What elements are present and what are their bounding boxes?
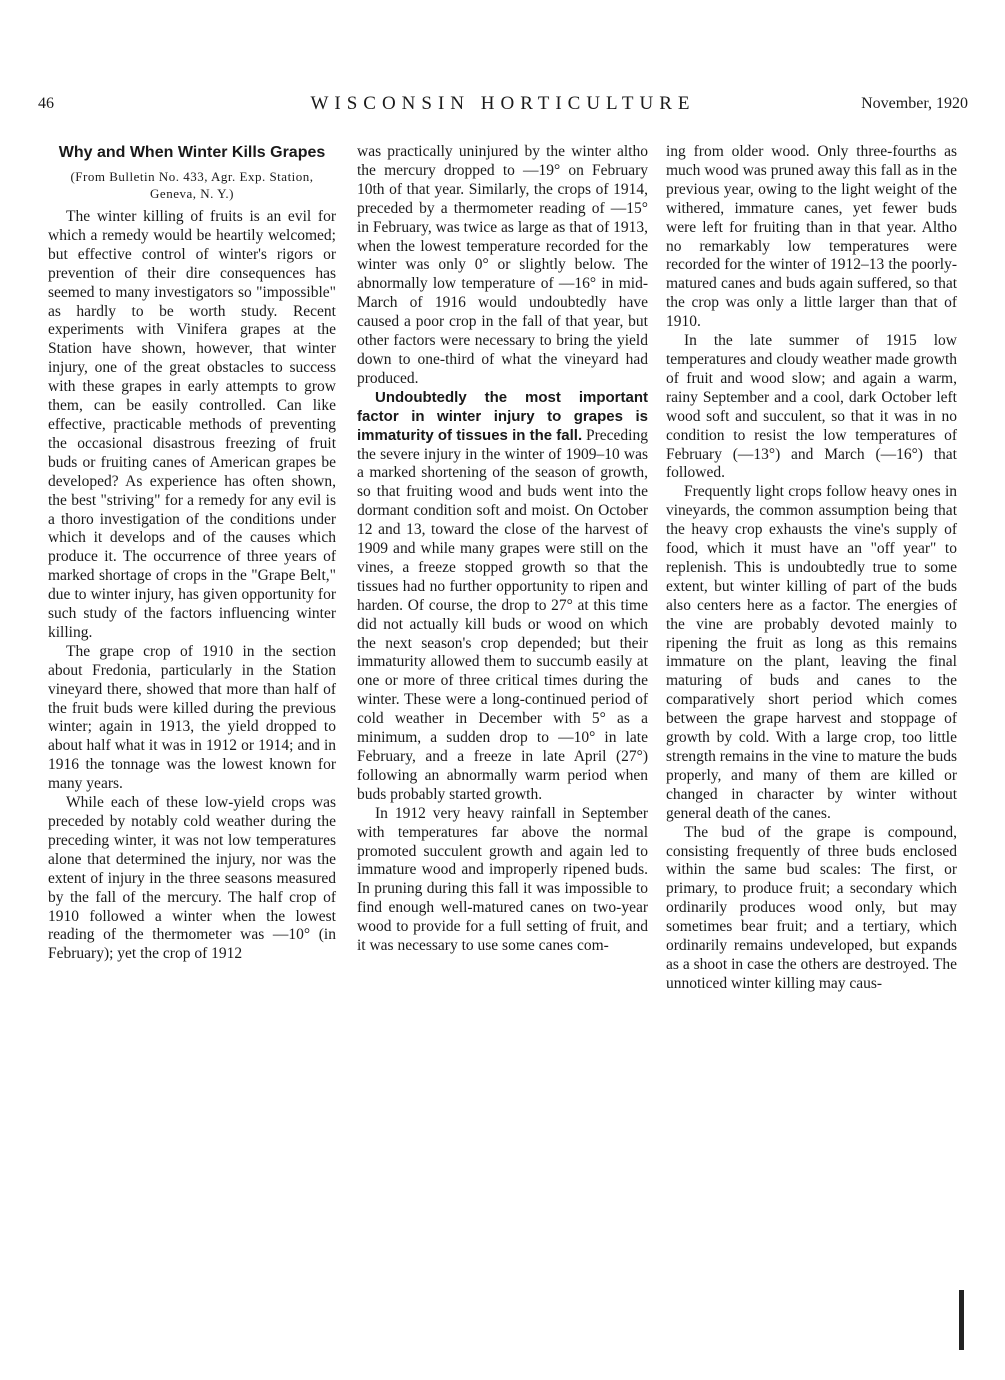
article-source: (From Bulletin No. 433, Agr. Exp. Station, Geneva, N. Y.) [70, 169, 314, 201]
column-2 [357, 143, 648, 956]
page-number: 46 [38, 95, 54, 112]
paragraph: In the late summer of 1915 low temperatures and cloudy weather made growth of fruit and wood slow; and again a warm, rainy September and a cool, dark October left wood soft and succulent, so that it was in no condition to resist the low temperatures of February (—13°) and March (—16°) that followed. [666, 332, 957, 482]
column-3 [666, 143, 957, 994]
paragraph-continued: was practically uninjured by the winter altho the mercury dropped to —19° on February 10th of that year. Similarly, the crops of 1914, preceded by a thermometer reading of —15° in February, was twice as large as that of 1913, when the lowest temperature recorded for the winter was only 0° or slightly below. The abnormally low temperature of —16° in mid-March of 1916 would undoubtedly have caused a poor crop in the fall of that year, but other factors were necessary to bring the yield down to one-third of what the vineyard had produced. [357, 143, 648, 387]
paragraph-continued: ing from older wood. Only three-fourths as much wood was pruned away this fall as in the previous year, owing to the light weight of the withered, immature canes, yet fewer buds were left for fruiting than in that year. Altho no remarkably low temperatures were recorded for the winter of 1912–13 the poorly-matured canes and buds again suffered, so that the crop was only a little larger than that of 1910. [666, 143, 957, 331]
paragraph: In 1912 very heavy rainfall in September with temperatures far above the normal promoted succulent growth and again led to immature wood and improperly ripened buds. In pruning during this fall it was impossible to find enough well-matured canes on two-year wood to provide for a full setting of fruit, and it was necessary to use some canes com- [357, 804, 648, 955]
journal-title: WISCONSIN HORTICULTURE [310, 93, 696, 114]
bold-lead-sentence: Undoubtedly the most important factor in winter injury to grapes is immaturity of tissues in the fall. [357, 388, 648, 444]
article-title: Why and When Winter Kills Grapes [58, 144, 326, 161]
paragraph-rest: Preceding the severe injury in the winter of 1909–10 was a marked shortening of the season of growth, so that fruiting wood and buds went into the dormant condition soft and moist. On October 12 and 13, toward the close of the harvest of 1909 and while many grapes were still on the vines, a freeze stopped growth so that the tissues had no further opportunity to ripen and harden. Of course, the drop to 27° at this time did not actually kill buds or wood on which the next season's crop depended; but their immaturity allowed them to succumb easily at one or more of three critical times during the winter. These were a long-continued period of cold weather in December with 5° as a minimum, a sudden drop to —10° in late February, and a freeze in late April (27°) following an abnormally warm period when buds probably started growth. [357, 426, 648, 803]
paragraph-with-lead [357, 389, 648, 805]
page-edge-mark [959, 1290, 964, 1350]
page-header [38, 95, 968, 119]
paragraph: The grape crop of 1910 in the section about Fredonia, particularly in the Station vineyard there, showed that more than half of the fruit buds were killed during the previous winter; again in 1913, the yield dropped to about half what it was in 1912 or 1914; and in 1916 the tonnage was the lowest known for many years. [48, 642, 336, 793]
column-1 [48, 143, 336, 964]
issue-date: November, 1920 [861, 95, 968, 112]
paragraph: Frequently light crops follow heavy ones in vineyards, the common assumption being that the heavy crop exhausts the vine's supply of food, which it must have an "off year" to replenish. This is undoubtedly true to some extent, but winter killing of part of the buds also centers here as a factor. The energies of the vine are probably devoted mainly to ripening the fruit as long as this remains immature on the plant, leaving the final maturing of buds and canes to the comparatively short period which comes between the grape harvest and stoppage of growth by cold. With a large crop, too little strength remains in the vine to mature the buds properly, and many of them are killed or changed in character by winter without general death of the canes. [666, 483, 957, 822]
paragraph: While each of these low-yield crops was preceded by notably cold weather during the preceding winter, it was not low temperatures alone that determined the injury, nor was the extent of injury in the three seasons measured by the fall of the mercury. The half crop of 1910 followed a winter when the lowest reading of the thermometer was —10° (in February); yet the crop of 1912 [48, 794, 336, 963]
paragraph: The bud of the grape is compound, consisting frequently of three buds enclosed within the same bud scales: The first, or primary, to produce fruit; a secondary which ordinarily produces wood only, but may sometimes bear fruit; and a tertiary, which ordinarily remains undeveloped, but expands as a shoot in case the others are destroyed. The unnoticed winter killing may caus- [666, 823, 957, 992]
paragraph: The winter killing of fruits is an evil for which a remedy would be heartily welcomed; but effective control of winter's rigors or prevention of their dire consequences has seemed to many investigators so "impossible" as hardly to be worth study. Recent experiments with Vinifera grapes at the Station have shown, however, that winter injury, one of the great obstacles to success with these grapes in early attempts to grow them, can be easily controlled. Can like effective, practicable methods of preventing the occasional disastrous freezing of fruit buds or fruiting canes of American grapes be developed? As experience has often shown, the best "striving" for a remedy for any evil is a thoro investigation of the conditions under which it develops and of the causes which produce it. The occurrence of three years of marked shortage of crops in the "Grape Belt," due to winter injury, has given opportunity for such study of the factors influencing winter killing. [48, 208, 336, 641]
